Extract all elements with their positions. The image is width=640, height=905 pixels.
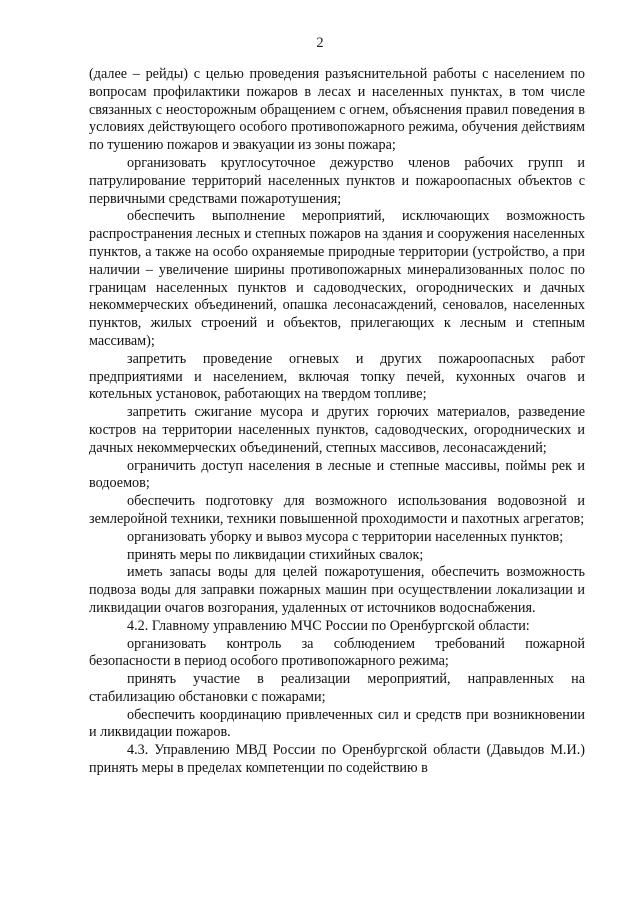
paragraph-garbage-removal: организовать уборку и вывоз мусора с территории населенных пунктов;	[127, 528, 564, 545]
paragraph-raids-continuation: (далее – рейды) с целью проведения разъяснительной работы с населением по вопросам профилактики пожаров в лесах и населенных пунктах, в том числе связанных с неосторожным обращением с огнем, объяснения правил поведения в условиях действующего особого противопожарного режима, обучения действиям по тушению пожаров и эвакуации из зоны пожара;	[89, 66, 585, 154]
paragraph-ban-fire-works: запретить проведение огневых и других пожароопасных работ предприятиями и населением, включая топку печей, кухонных очагов и котельных установок, работающих на твердом топливе;	[89, 350, 585, 403]
paragraph-ban-burning: запретить сжигание мусора и других горючих материалов, разведение костров на территории населенных пунктов, садоводческих, огороднических и дачных некоммерческих объединений, степных массивов, лесонасаждений;	[89, 404, 585, 456]
paragraph-control-compliance: организовать контроль за соблюдением требований пожарной безопасности в период особого противопожарного режима;	[89, 635, 585, 670]
paragraph-fire-prevention-measures: обеспечить выполнение мероприятий, исключающих возможность распространения лесных и степных пожаров на здания и сооружения населенных пунктов, а также на особо охраняемые природные территории (устройство, а при наличии – увеличение ширины противопожарных минерализованных полос по границам населенных пунктов и садоводческих, огороднических и дачных некоммерческих объединений, опашка лесонасаждений, сеновалов, населенных пунктов, жилых строений и объектов, прилегающих к лесным и степным массивам);	[89, 208, 585, 349]
document-body	[89, 66, 585, 778]
paragraph-water-reserves: иметь запасы воды для целей пожаротушения, обеспечить возможность подвоза воды для заправки пожарных машин при осуществлении локализации и ликвидации очагов возгорания, удаленных от источников водоснабжения.	[89, 564, 585, 616]
paragraph-restrict-access: ограничить доступ населения в лесные и степные массивы, поймы рек и водоемов;	[89, 457, 585, 492]
paragraph-section-4-2: 4.2. Главному управлению МЧС России по Оренбургской области:	[127, 617, 530, 634]
paragraph-coordination: обеспечить координацию привлеченных сил и средств при возникновении и ликвидации пожаров.	[89, 706, 585, 741]
page-number: 2	[316, 35, 324, 51]
paragraph-prepare-machinery: обеспечить подготовку для возможного использования водовозной и землеройной техники, техники повышенной проходимости и пахотных агрегатов;	[89, 493, 585, 527]
paragraph-participate-stabilization: принять участие в реализации мероприятий, направленных на стабилизацию обстановки с пожарами;	[89, 671, 585, 705]
paragraph-duty-patrol: организовать круглосуточное дежурство членов рабочих групп и патрулирование территорий населенных пунктов и пожароопасных объектов с первичными средствами пожаротушения;	[89, 154, 585, 207]
paragraph-section-4-3: 4.3. Управлению МВД России по Оренбургской области (Давыдов М.И.) принять меры в пределах компетенции по содействию в	[89, 742, 585, 777]
paragraph-liquidate-dumps: принять меры по ликвидации стихийных свалок;	[127, 546, 424, 563]
